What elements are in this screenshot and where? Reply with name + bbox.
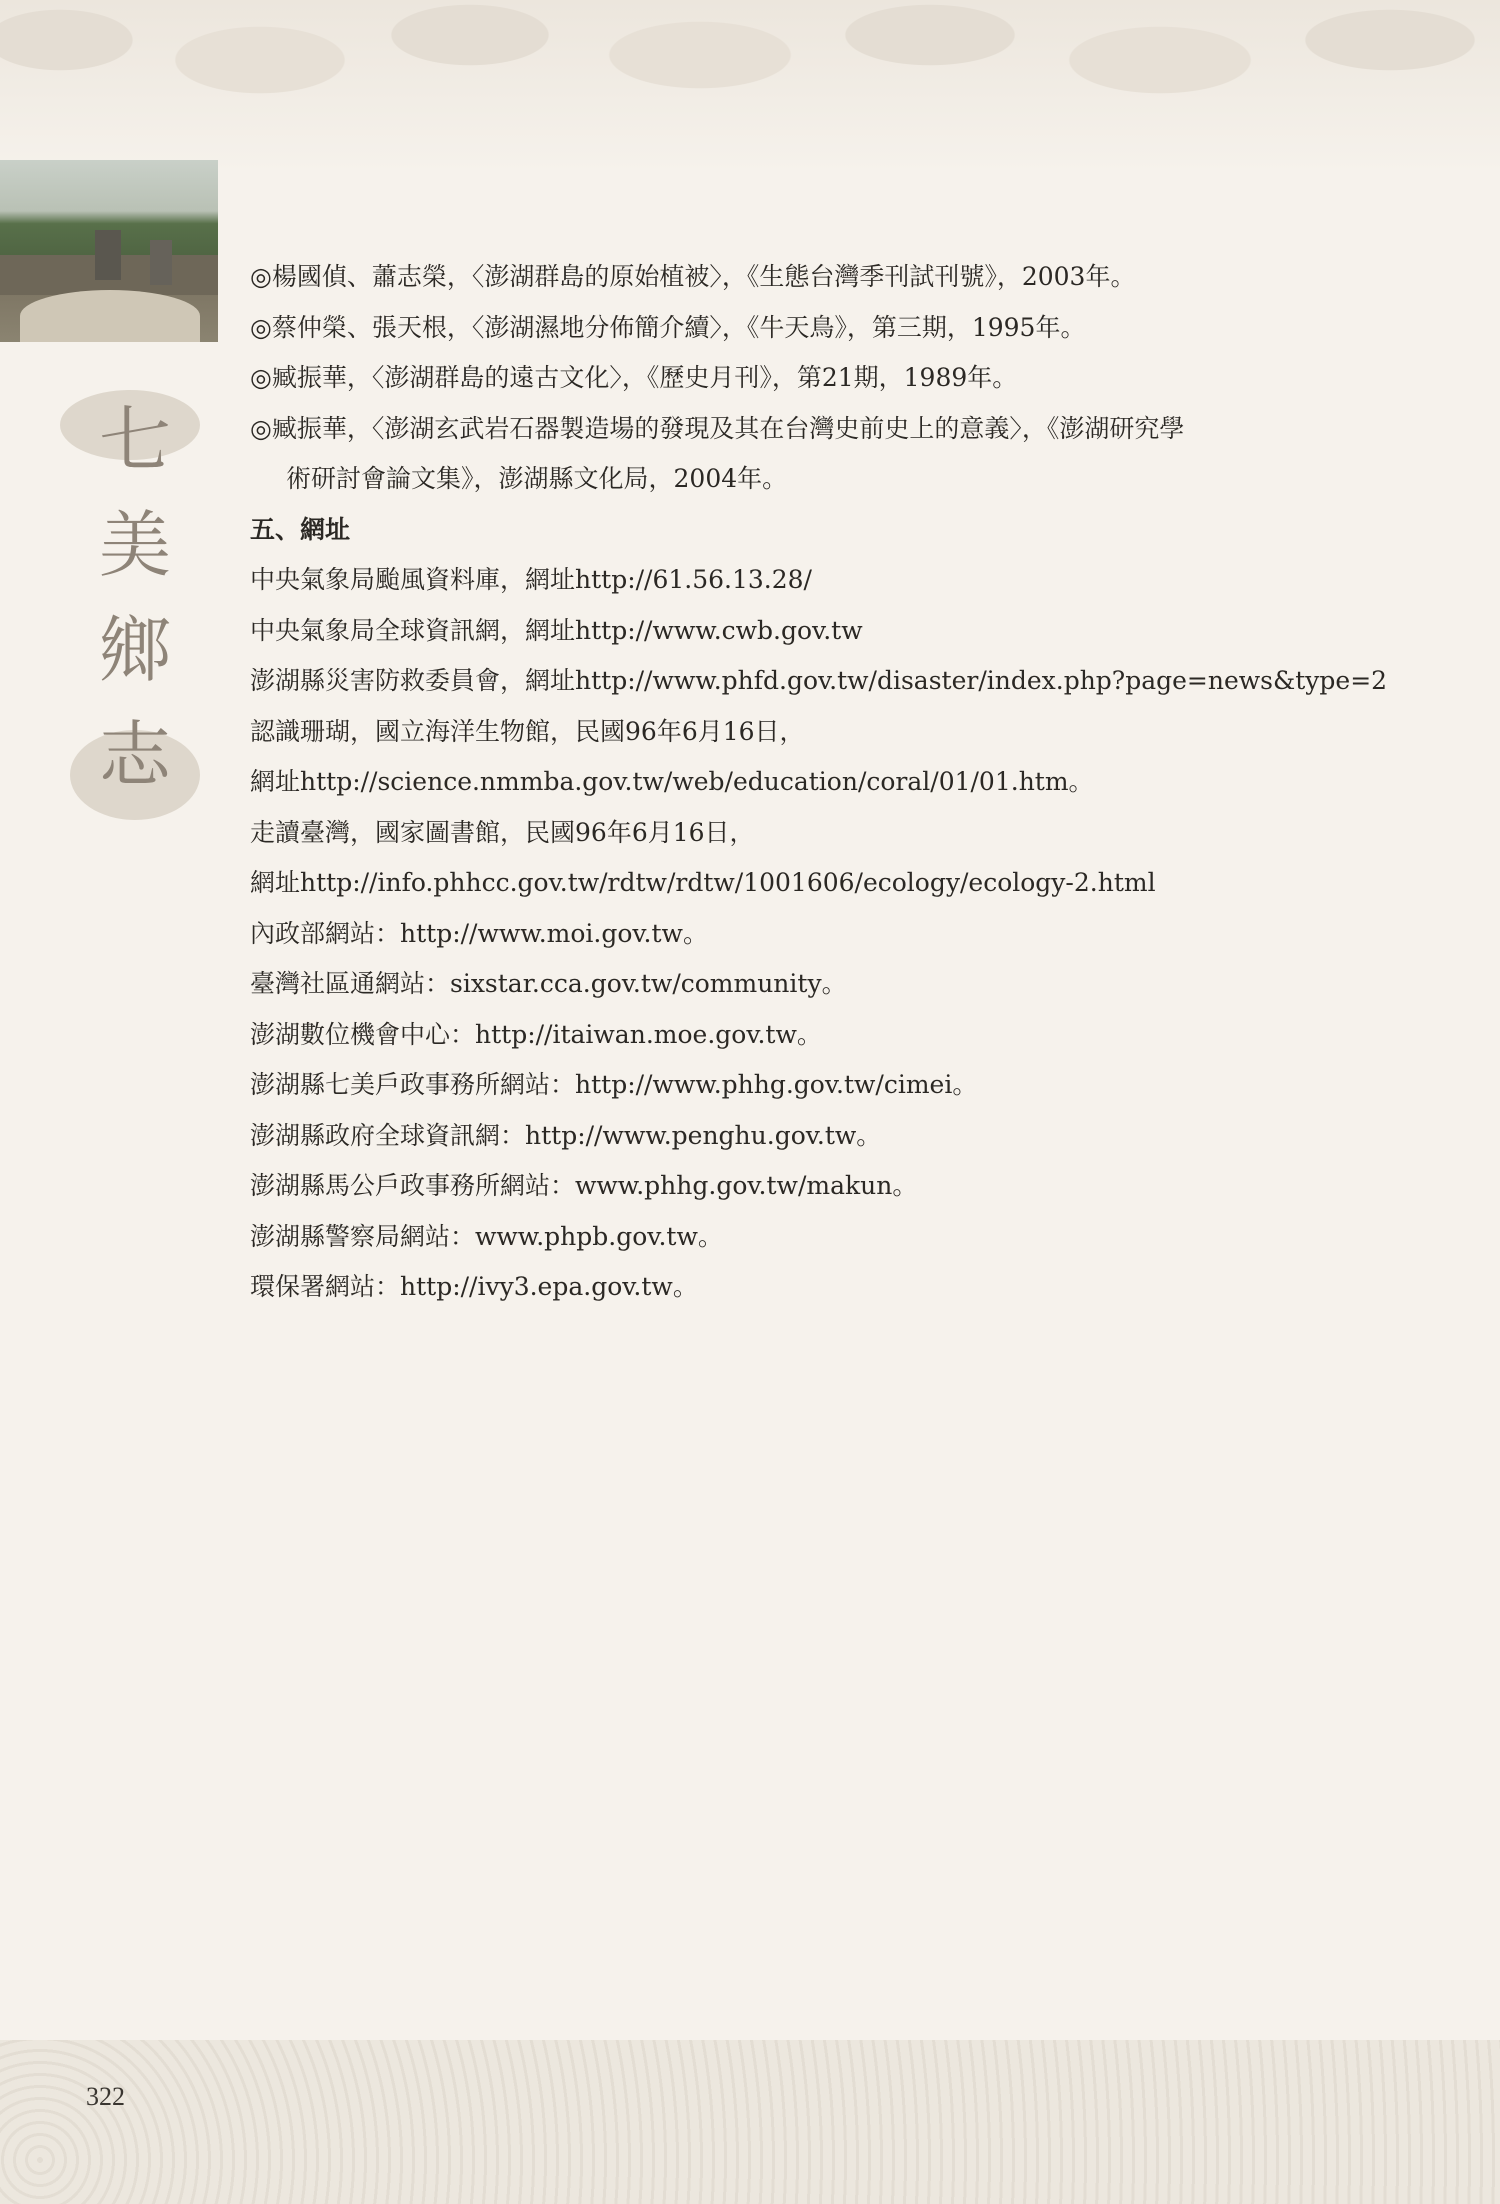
website-entry: 澎湖縣七美戶政事務所網站：http://www.phhg.gov.tw/cimei。 [250, 1070, 978, 1099]
website-entry: 澎湖縣政府全球資訊網：http://www.penghu.gov.tw。 [250, 1120, 882, 1150]
page-number: 322 [86, 2082, 125, 2111]
title-char: 鄉 [98, 608, 171, 692]
reference-entry: ◎臧振華，〈澎湖玄武岩石器製造場的發現及其在台灣史前史上的意義〉，《澎湖研究學 [250, 413, 1185, 443]
website-entry: 環保署網站：http://ivy3.epa.gov.tw。 [250, 1272, 698, 1301]
website-entry: 認識珊瑚，國立海洋生物館，民國96年6月16日， [250, 716, 805, 746]
website-entry: 中央氣象局颱風資料庫，網址http://61.56.13.28/ [250, 565, 812, 594]
cemetery-photo [0, 160, 218, 342]
section-heading: 五、網址 [250, 514, 351, 544]
title-char: 志 [98, 713, 171, 797]
website-entry: 澎湖數位機會中心：http://itaiwan.moe.gov.tw。 [250, 1019, 822, 1049]
reference-list [250, 252, 1410, 1313]
book-title-vertical [60, 380, 210, 840]
decorative-cloud-header [0, 0, 1500, 175]
website-entry: 內政部網站：http://www.moi.gov.tw。 [250, 918, 708, 948]
title-char: 七 [98, 398, 171, 482]
website-entry: 網址http://info.phhcc.gov.tw/rdtw/rdtw/1001606/ecology/ecology-2.html [250, 868, 1156, 897]
website-entry: 網址http://science.nmmba.gov.tw/web/education/coral/01/01.htm。 [250, 767, 1094, 796]
website-entry: 走讀臺灣，國家圖書館，民國96年6月16日， [250, 817, 755, 847]
photo-tombstone [150, 240, 172, 285]
decorative-wave-footer [0, 2040, 1500, 2204]
reference-entry: ◎臧振華，〈澎湖群島的遠古文化〉，《歷史月刊》，第21期，1989年。 [250, 363, 1018, 392]
photo-path [20, 290, 200, 342]
reference-entry-continued: 術研討會論文集》，澎湖縣文化局，2004年。 [286, 464, 788, 493]
website-entry: 澎湖縣災害防救委員會，網址http://www.phfd.gov.tw/disaster/index.php?page=news&type=2 [250, 666, 1388, 695]
website-entry: 澎湖縣警察局網站：www.phpb.gov.tw。 [250, 1221, 723, 1251]
reference-entry: ◎蔡仲榮、張天根，〈澎湖濕地分佈簡介續〉，《牛天鳥》，第三期，1995年。 [250, 312, 1086, 342]
website-entry: 中央氣象局全球資訊網，網址http://www.cwb.gov.tw [250, 615, 863, 645]
title-char: 美 [98, 503, 171, 587]
reference-entry: ◎楊國偵、蕭志榮，〈澎湖群島的原始植被〉，《生態台灣季刊試刊號》，2003年。 [250, 262, 1136, 291]
website-entry: 臺灣社區通網站：sixstar.cca.gov.tw/community。 [250, 969, 847, 998]
photo-tombstone [95, 230, 121, 280]
website-entry: 澎湖縣馬公戶政事務所網站：www.phhg.gov.tw/makun。 [250, 1171, 918, 1200]
